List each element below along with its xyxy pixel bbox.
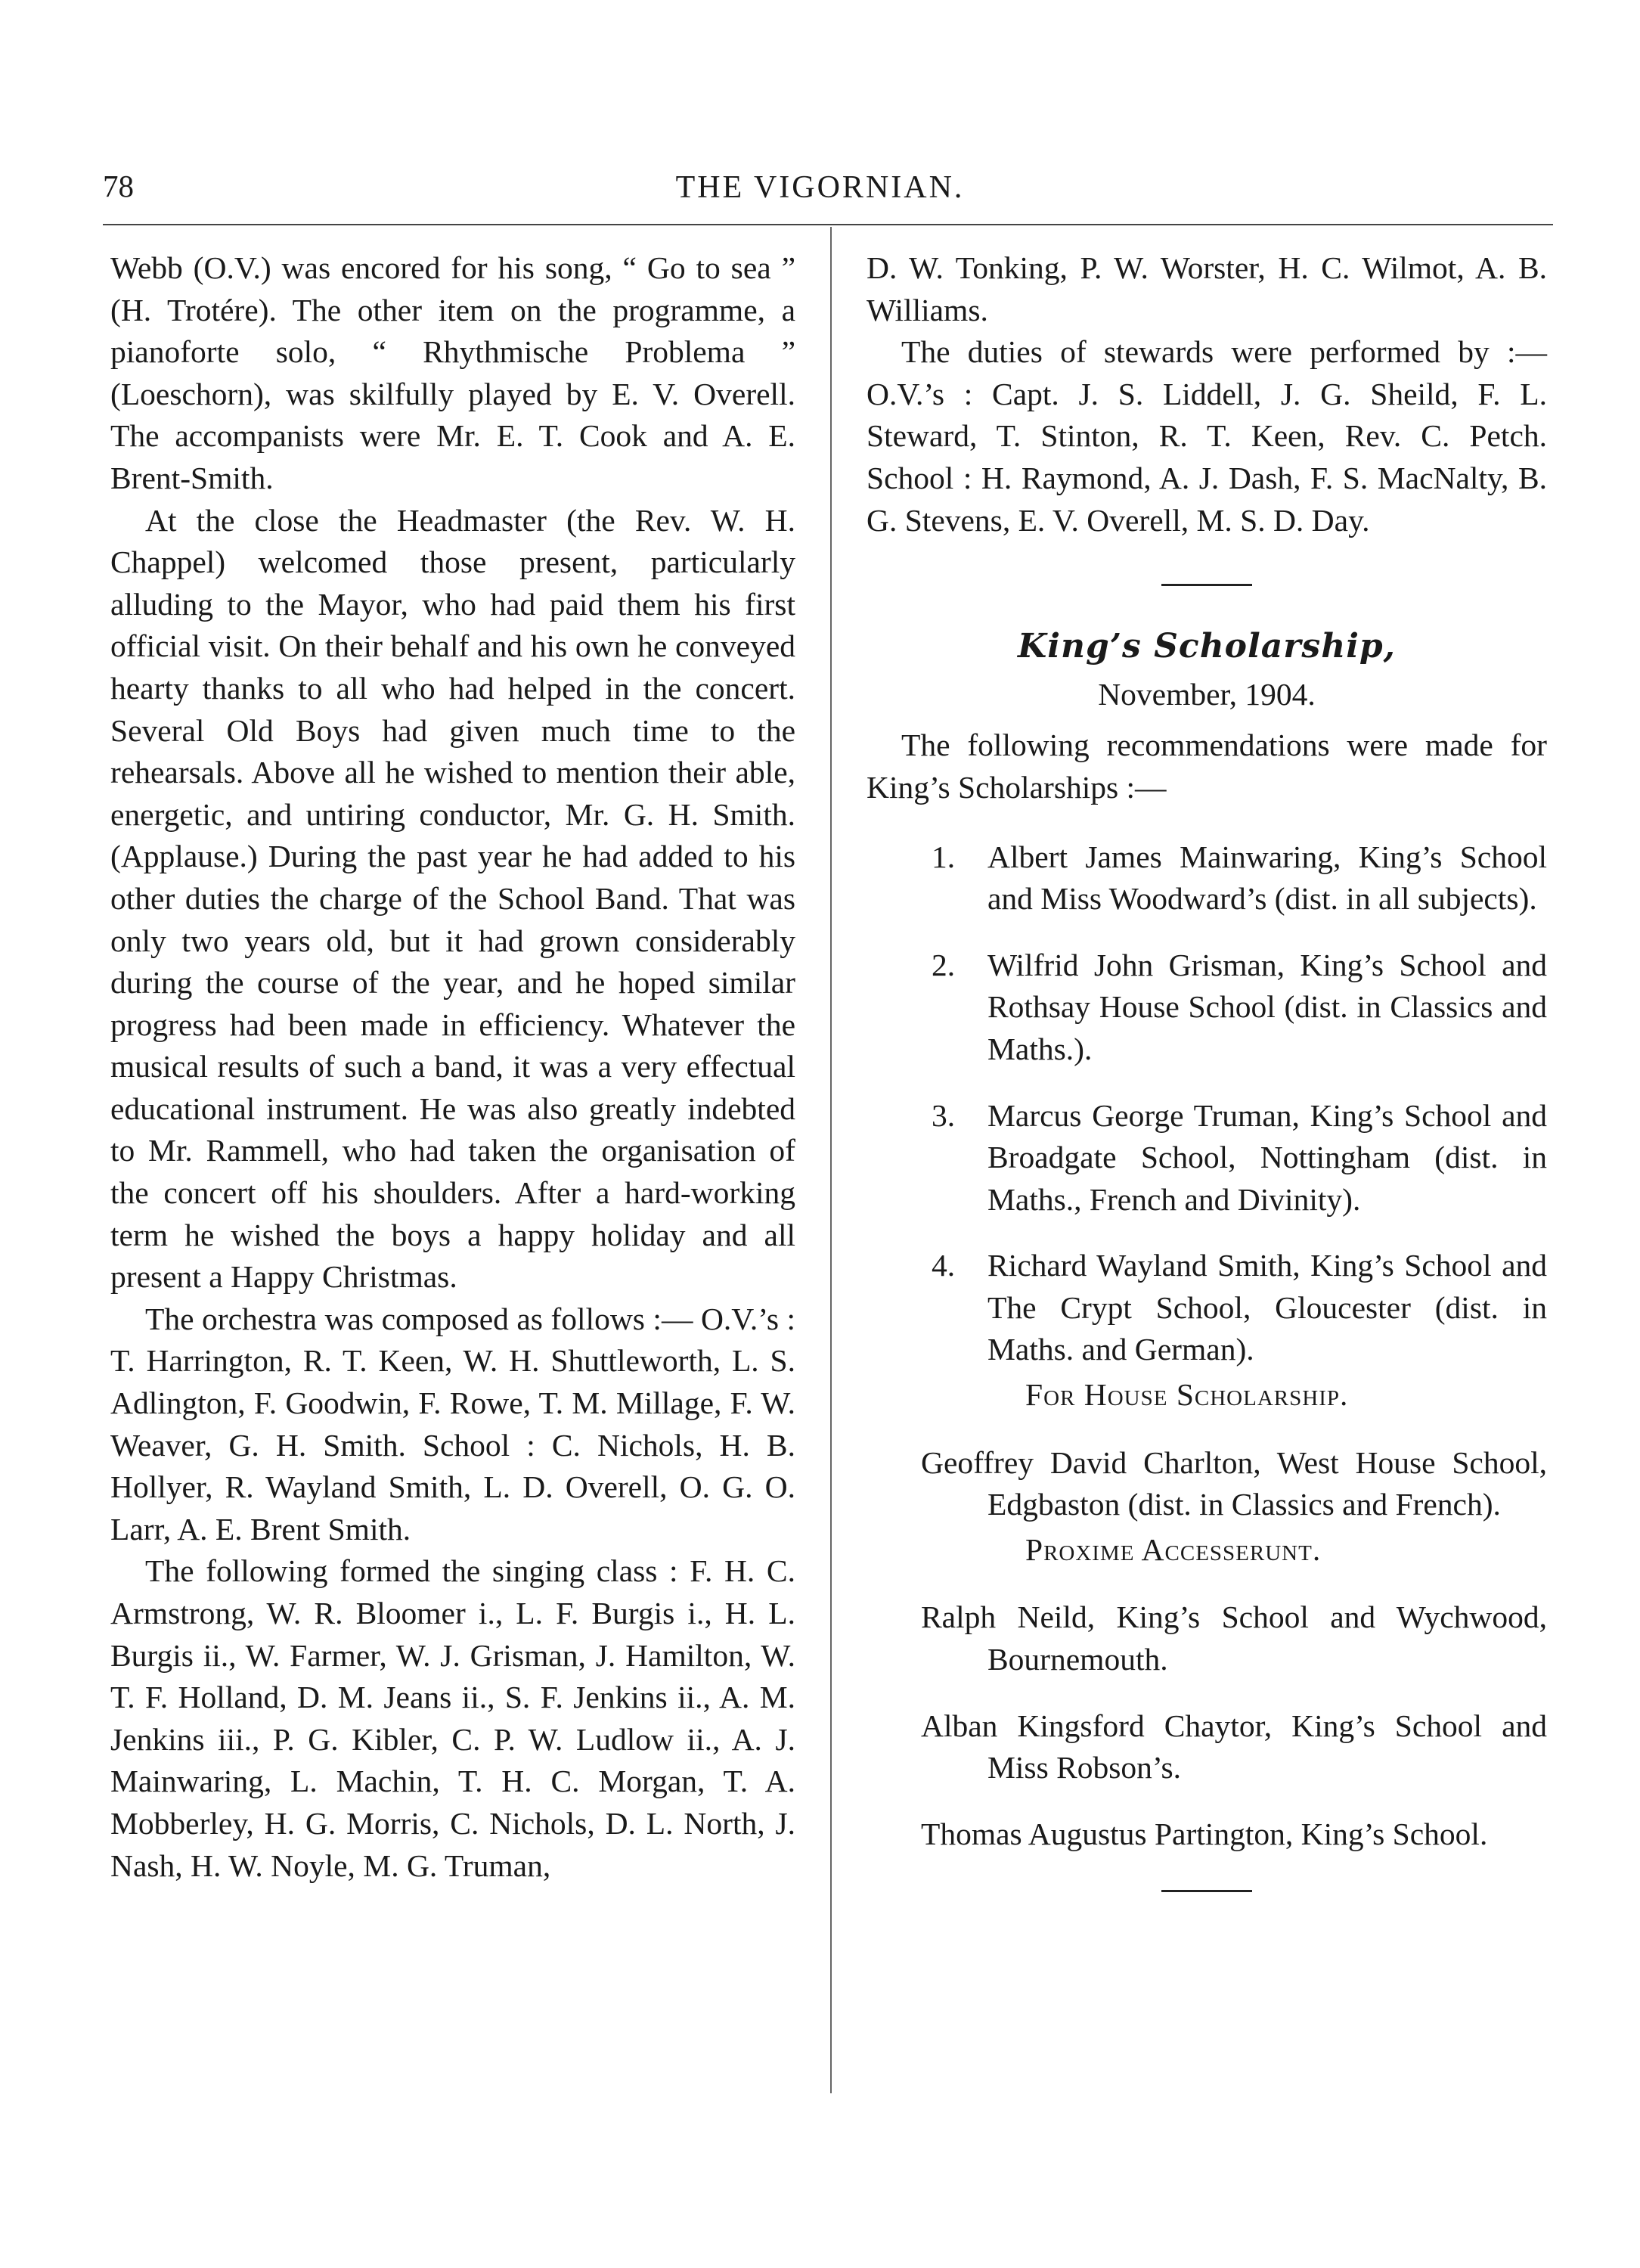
proxime-heading: Proxime Accesserunt. (1025, 1531, 1322, 1567)
stewards-paragraph: The duties of stewards were performed by :— O.V.’s : Capt. J. S. Liddell, J. G. Sheild, F. L. Steward, T. Stinton, R. T. Keen, Rev. C. Petch. School : H. Raymond, A. J. Dash, F. S. MacNalty, B. G. Stevens, E. V. Overell, M. S. D. Day. (867, 334, 1547, 538)
list-item-text: Albert James Mainwaring, King’s School and Miss Woodward’s (dist. in all subjects). (987, 839, 1547, 917)
list-item (867, 945, 1547, 1071)
list-item-number: 1. (932, 839, 956, 874)
singing-class-continuation: D. W. Tonking, P. W. Worster, H. C. Wilmot, A. B. Williams. (867, 250, 1547, 327)
page-title: THE VIGORNIAN. (675, 170, 965, 205)
end-rule (1161, 1890, 1252, 1892)
recommendations-list (867, 836, 1547, 1372)
list-item-text: Wilfrid John Grisman, King’s School and Rothsay House School (dist. in Classics and Maths.). (987, 947, 1547, 1066)
list-item (867, 836, 1547, 920)
header-rule (103, 224, 1553, 225)
concert-paragraph: Webb (O.V.) was encored for his song, “ Go to sea ” (H. Trotére). The other item on the programme, a pianoforte solo, “ Rhythmische Problema ” (Loeschorn), was skilfully played by E. V. Overell. The accompanists were Mr. E. T. Cook and A. E. Brent-Smith. (110, 250, 795, 495)
house-scholarship-entry: Geoffrey David Charlton, West House School, Edgbaston (dist. in Classics and French). (921, 1444, 1547, 1522)
list-item (867, 1095, 1547, 1221)
list-item-number: 3. (932, 1097, 956, 1133)
orchestra-paragraph: The orchestra was composed as follows :— O.V.’s : T. Harrington, R. T. Keen, W. H. Shuttleworth, L. S. Adlington, F. Goodwin, F. Rowe, T. M. Millage, F. W. Weaver, G. H. Smith. School : C. Nichols, H. B. Hollyer, R. Wayland Smith, L. D. Overell, O. G. O. Larr, A. E. Brent Smith. (110, 1301, 795, 1547)
list-item-number: 4. (932, 1248, 956, 1283)
column-divider (830, 227, 832, 2093)
proxime-entry: Alban Kingsford Chaytor, King’s School and Miss Robson’s. (921, 1708, 1547, 1786)
recommendations-intro: The following recommendations were made for King’s Scholarships :— (867, 728, 1547, 805)
right-column (867, 247, 1547, 1892)
list-item (867, 1245, 1547, 1371)
list-item-number: 2. (932, 947, 956, 982)
list-item-text: Richard Wayland Smith, King’s School and The Crypt School, Gloucester (dist. in Maths. and German). (987, 1248, 1547, 1367)
page-number: 78 (103, 169, 134, 203)
section-divider (1161, 584, 1252, 586)
list-item-text: Marcus George Truman, King’s School and Broadgate School, Nottingham (dist. in Maths., French and Divinity). (987, 1097, 1547, 1217)
left-column (110, 247, 795, 1887)
proxime-entry: Ralph Neild, King’s School and Wychwood, Bournemouth. (921, 1599, 1547, 1677)
proxime-entry: Thomas Augustus Partington, King’s School. (921, 1816, 1488, 1851)
headmaster-paragraph: At the close the Headmaster (the Rev. W. H. Chappel) welcomed those present, particularly alluding to the Mayor, who had paid them his first official visit. On their behalf and his own he conveyed hearty thanks to all who had helped in the concert. Several Old Boys had given much time to the rehearsals. Above all he wished to mention their able, energetic, and untiring conductor, Mr. G. H. Smith. (Applause.) During the past year he had added to his other duties the charge of the School Band. That was only two years old, but it had grown considerably during the course of the year, and he hoped similar progress had been made in efficiency. Whatever the musical results of such a band, it was a very effectual educational instrument. He was also greatly indebted to Mr. Rammell, who had taken the organisation of the concert off his shoulders. After a hard-working term he wished the boys a happy holiday and all present a Happy Christmas. (110, 502, 795, 1295)
section-date: November, 1904. (1098, 676, 1316, 712)
singing-class-paragraph: The following formed the singing class : F. H. C. Armstrong, W. R. Bloomer i., L. F. Burgis i., H. L. Burgis ii., W. Farmer, W. J. Grisman, J. Hamilton, W. T. F. Holland, D. M. Jeans ii., S. F. Jenkins ii., A. M. Jenkins iii., P. G. Kibler, C. P. W. Ludlow ii., A. J. Mainwaring, L. Machin, T. H. C. Morgan, T. A. Mobberley, H. G. Morris, C. Nichols, D. L. North, J. Nash, H. W. Noyle, M. G. Truman, (110, 1553, 795, 1883)
section-title: King’s Scholarship, (1018, 627, 1396, 666)
house-scholarship-heading: For House Scholarship. (1025, 1377, 1349, 1413)
